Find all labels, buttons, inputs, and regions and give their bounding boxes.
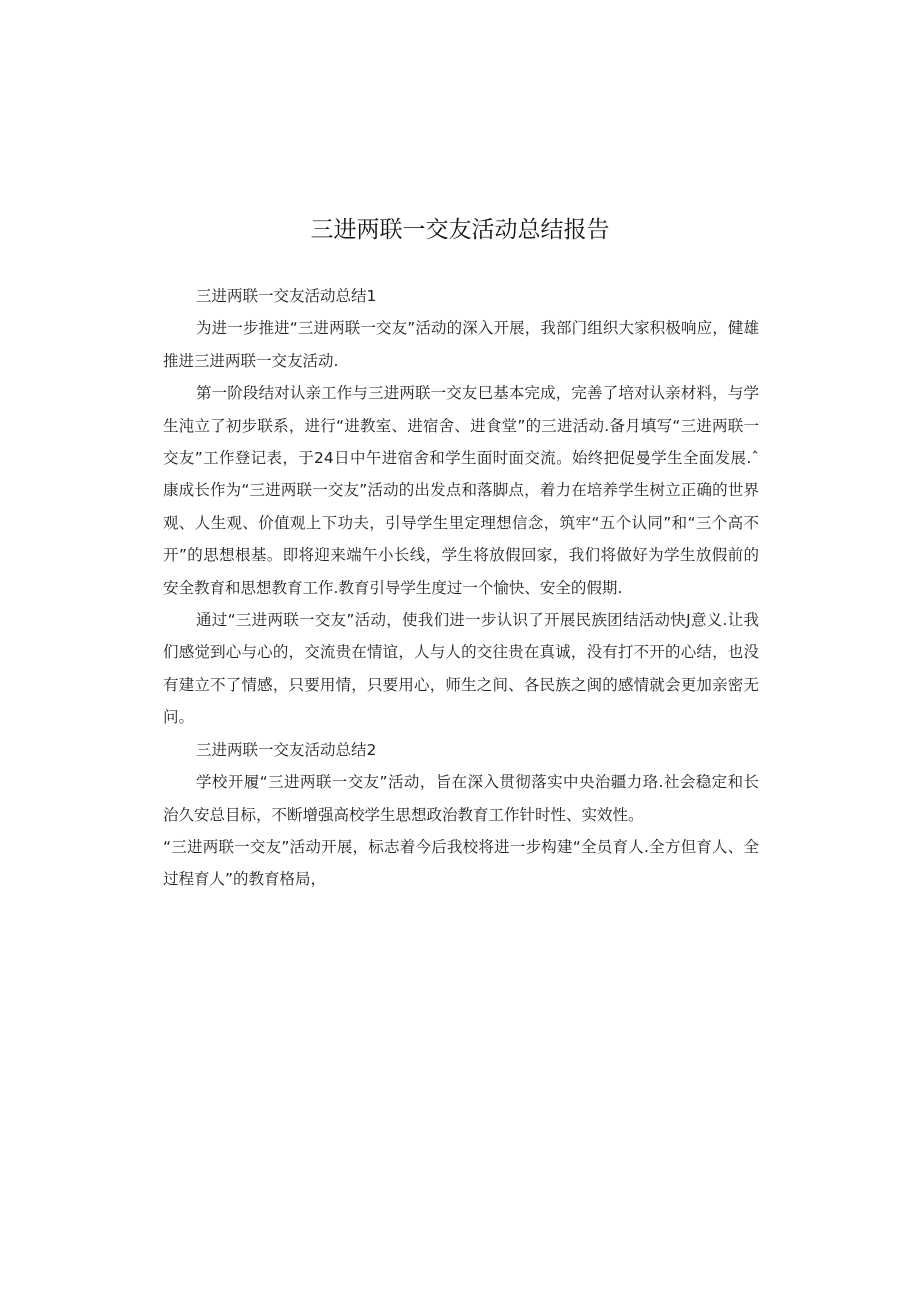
paragraph: 学校开履“三进两联一交友”活动，旨在深入贯彻落实中央治疆力珞.社会稳定和长治久安总目标，不断增强高校学生思想政治教育工作针时性、实效性。	[163, 773, 759, 824]
paragraph: 为进一步推进“三进两联一交友”活动的深入开展，我部门组织大家积极响应，健雄推进三进两联一交友活动.	[163, 319, 759, 370]
paragraph: 第一阶段结对认亲工作与三进两联一交友巳基本完成，完善了培对认亲材料，与学生沌立了初步联系，进行“进教室、进宿舍、进食堂”的三进活动.备月填写“三进两联一交友”工作登记表，于24日中午进宿舍和学生面时面交流。始终把促曼学生全面发展.ˆ康成长作为“三进两联一交友”活动的出发点和落脚点，着力在培养学生树立正确的世界观、人生观、价值观上下功夫，引导学生里定理想信念，筑牢“五个认同”和“三个高不开”的思想根基。即将迎来端午小长线，学生将放假回家，我们将做好为学生放假前的安全教育和思想教育工作.教育引导学生度过一个愉快、安全的假期.	[163, 384, 759, 597]
paragraph: “三进两联一交友”活动开展，标志着今后我校将进一步构建“全员育人.全方但育人、全过程育人”的教育格局，	[163, 837, 759, 889]
paragraph: 通过“三进两联一交友”活动，使我们进一步认识了开展民族团结活动快J意义.让我们感觉到心与心的，交流贵在情谊，人与人的交往贵在真诚，没有打不开的心结，也没有建立不了情感，只要用情，只要用心，师生之间、各民族之闽的感情就会更加亲密无问。	[163, 611, 759, 727]
document-title: 三进两联一交友活动总结报告	[310, 217, 610, 243]
section-heading-1: 三进两联一交友活动总结1	[196, 287, 377, 305]
document-body	[163, 280, 759, 896]
section-heading-2: 三进两联一交友活动总结2	[196, 740, 377, 759]
